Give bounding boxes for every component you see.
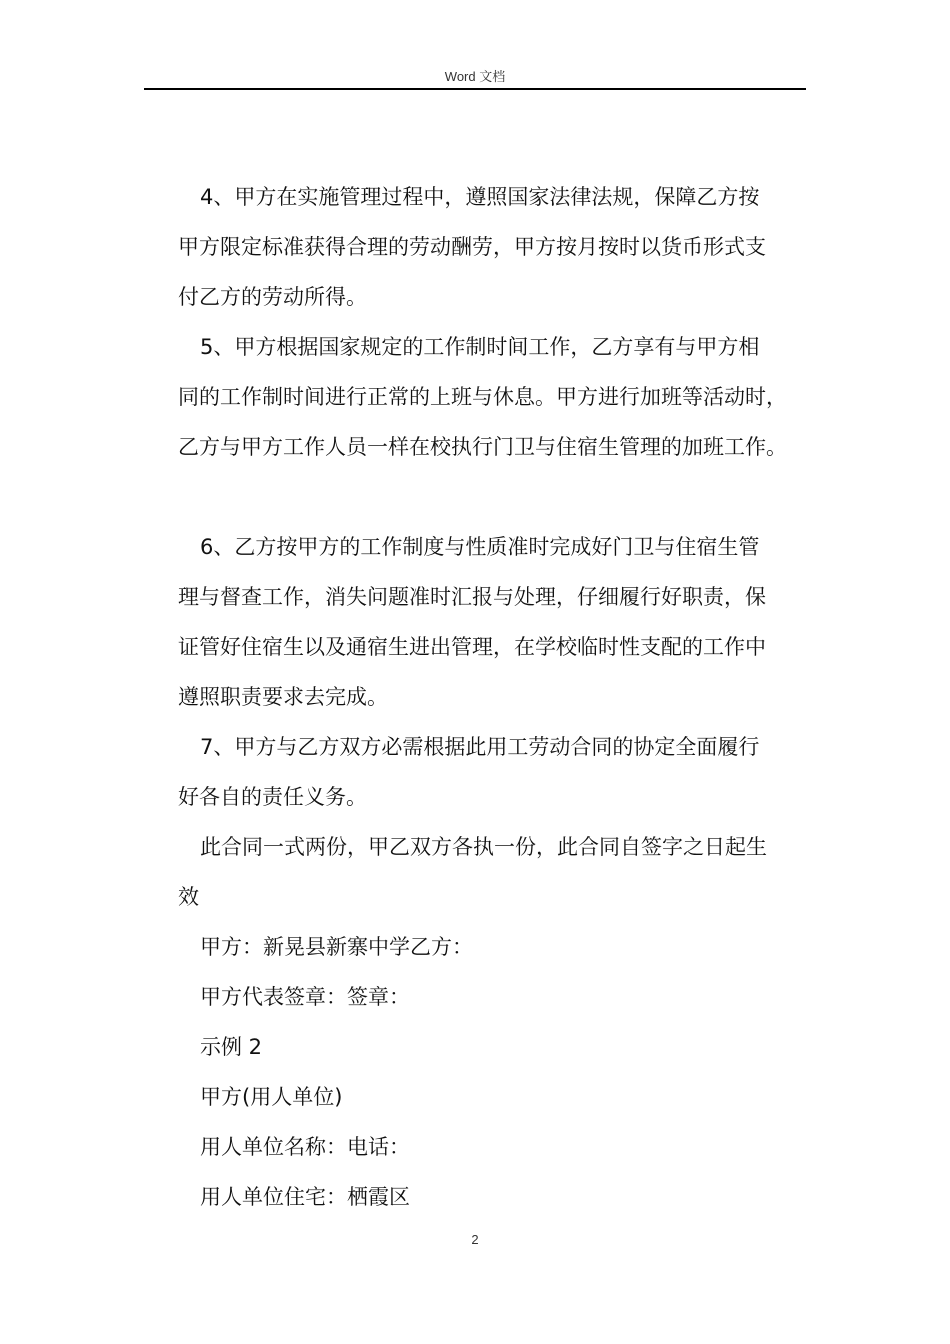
clause-6-line-3: 证管好住宿生以及通宿生进出管理，在学校临时性支配的工作中 — [178, 635, 766, 659]
clause-6-line-4: 遵照职责要求去完成。 — [178, 685, 388, 709]
clause-5-line-3: 乙方与甲方工作人员一样在校执行门卫与住宿生管理的加班工作。 — [178, 435, 787, 459]
header-divider — [144, 88, 806, 90]
example-2-heading: 示例 2 — [200, 1035, 263, 1059]
employer-name-phone-line: 用人单位名称：电话： — [200, 1135, 410, 1159]
clause-7-line-2: 好各自的责任义务。 — [178, 785, 367, 809]
clause-6-line-2: 理与督查工作，消失问题准时汇报与处理，仔细履行好职责，保 — [178, 585, 766, 609]
party-a-line: 甲方：新晃县新寨中学乙方： — [200, 935, 473, 959]
employer-heading: 甲方(用人单位) — [200, 1085, 343, 1109]
clause-5-line-1: 5、甲方根据国家规定的工作制时间工作，乙方享有与甲方相 — [200, 335, 760, 359]
contract-copies-line-1: 此合同一式两份，甲乙双方各执一份，此合同自签字之日起生 — [200, 835, 767, 859]
document-body — [178, 172, 818, 1222]
signature-line: 甲方代表签章：签章： — [200, 985, 410, 1009]
clause-4-line-3: 付乙方的劳动所得。 — [178, 285, 367, 309]
clause-4-line-2: 甲方限定标准获得合理的劳动酬劳，甲方按月按时以货币形式支 — [178, 235, 766, 259]
employer-address-line: 用人单位住宅：栖霞区 — [200, 1185, 410, 1209]
page-number: 2 — [471, 1232, 479, 1247]
paragraph-gap — [178, 472, 818, 522]
page-header-title: Word 文档 — [444, 69, 506, 84]
contract-copies-line-2: 效 — [178, 885, 199, 909]
clause-6-line-1: 6、乙方按甲方的工作制度与性质准时完成好门卫与住宿生管 — [200, 535, 760, 559]
clause-5-line-2: 同的工作制时间进行正常的上班与休息。甲方进行加班等活动时， — [178, 385, 787, 409]
clause-4-line-1: 4、甲方在实施管理过程中，遵照国家法律法规，保障乙方按 — [200, 185, 760, 209]
clause-7-line-1: 7、甲方与乙方双方必需根据此用工劳动合同的协定全面履行 — [200, 735, 760, 759]
